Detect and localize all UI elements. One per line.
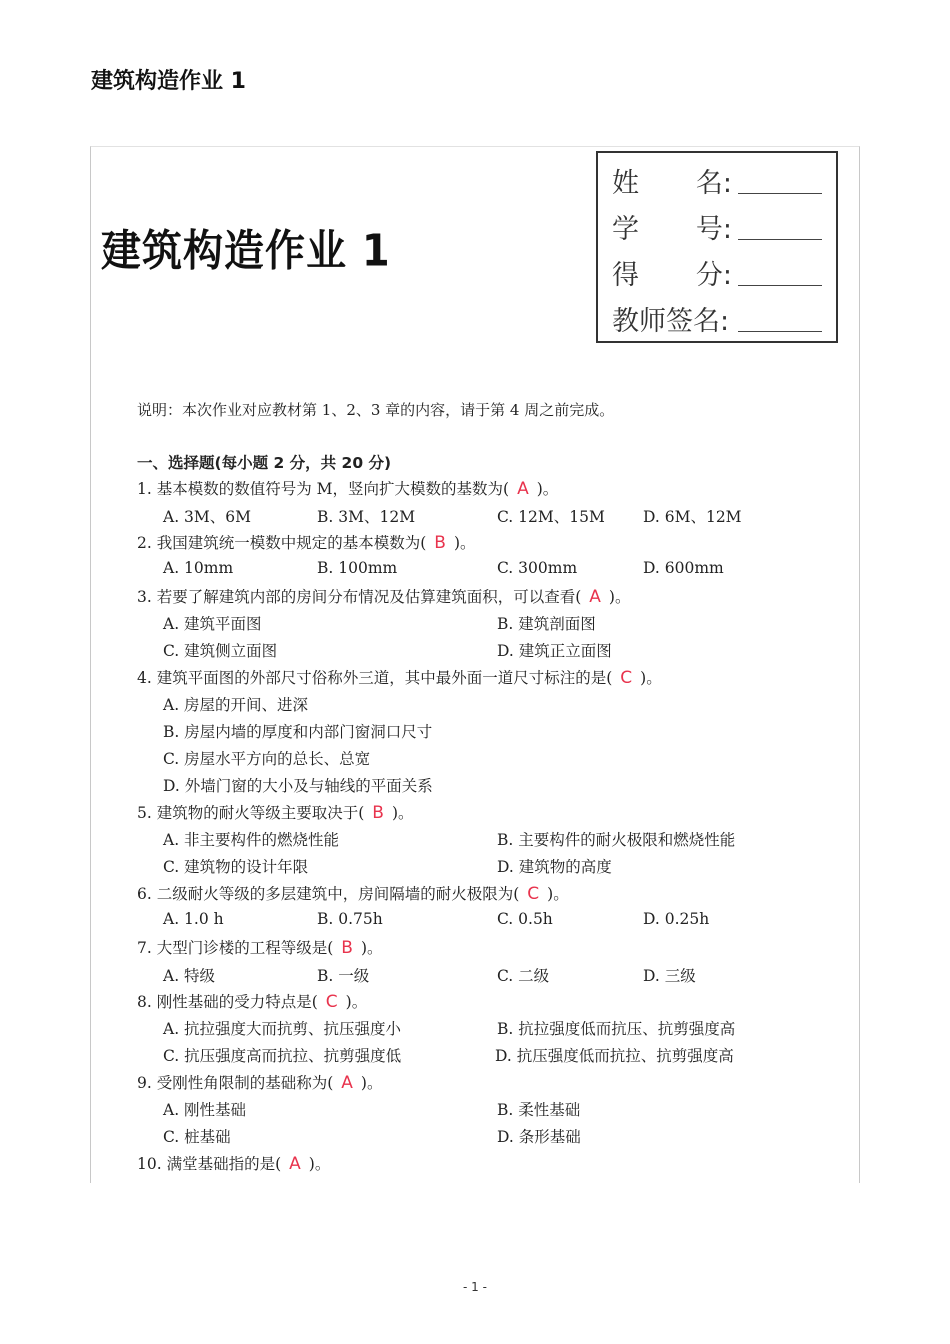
option: D. 建筑正立面图	[497, 642, 612, 660]
question-6	[137, 882, 569, 904]
question-text: 4. 建筑平面图的外部尺寸俗称外三道，其中最外面一道尺寸标注的是(	[137, 669, 613, 687]
option: D. 6M、12M	[643, 508, 742, 526]
option: A. 房屋的开间、进深	[163, 696, 309, 714]
option: B. 100mm	[317, 559, 398, 577]
scanned-worksheet	[90, 146, 860, 1183]
info-row-score	[598, 249, 836, 295]
option: B. 抗拉强度低而抗压、抗剪强度高	[497, 1020, 736, 1038]
option: D. 外墙门窗的大小及与轴线的平面关系	[163, 777, 433, 795]
question-1	[137, 477, 558, 499]
option: D. 0.25h	[643, 910, 710, 928]
option: A. 3M、6M	[163, 508, 252, 526]
question-2	[137, 531, 476, 553]
question-end: )。	[640, 669, 662, 687]
question-text: 2. 我国建筑统一模数中规定的基本模数为(	[137, 534, 427, 552]
section-title: 一、选择题(每小题 2 分，共 20 分)	[137, 454, 392, 472]
question-8	[137, 990, 367, 1012]
option: A. 非主要构件的燃烧性能	[163, 831, 340, 849]
answer-mark: A	[341, 1073, 353, 1093]
info-label-char: 名:	[695, 168, 732, 199]
question-text: 6. 二级耐火等级的多层建筑中，房间隔墙的耐火极限为(	[137, 885, 520, 903]
option: B. 一级	[317, 967, 370, 985]
id-blank[interactable]	[738, 239, 822, 240]
option: A. 10mm	[163, 559, 234, 577]
info-label-char: 分:	[695, 260, 732, 291]
score-blank[interactable]	[738, 285, 822, 286]
info-label-text: 教师签名:	[612, 306, 730, 337]
info-label-char: 得	[612, 260, 639, 291]
question-end: )。	[360, 939, 383, 957]
question-4	[137, 666, 662, 688]
info-label-char: 号:	[695, 214, 732, 245]
page-number: - 1 -	[463, 1280, 487, 1294]
question-7	[137, 936, 383, 958]
question-end: )。	[360, 1074, 383, 1092]
info-row-teacher	[598, 295, 836, 341]
option: A. 1.0 h	[163, 910, 224, 928]
question-text: 5. 建筑物的耐火等级主要取决于(	[137, 804, 365, 822]
option: C. 房屋水平方向的总长、总宽	[163, 750, 371, 768]
answer-mark: B	[434, 533, 446, 553]
question-text: 10. 满堂基础指的是(	[137, 1155, 282, 1173]
question-text: 3. 若要了解建筑内部的房间分布情况及估算建筑面积，可以查看(	[137, 588, 582, 606]
answer-mark: C	[620, 668, 633, 688]
option: D. 条形基础	[497, 1128, 581, 1146]
question-5	[137, 801, 414, 823]
answer-mark: A	[589, 587, 601, 607]
question-end: )。	[608, 588, 631, 606]
option: A. 特级	[163, 967, 216, 985]
question-end: )。	[453, 534, 476, 552]
question-text: 1. 基本模数的数值符号为 M，竖向扩大模数的基数为(	[137, 480, 510, 498]
option: C. 桩基础	[163, 1128, 231, 1146]
info-row-id	[598, 203, 836, 249]
option: A. 刚性基础	[163, 1101, 247, 1119]
option: B. 主要构件的耐火极限和燃烧性能	[497, 831, 736, 849]
option: C. 建筑物的设计年限	[163, 858, 309, 876]
option: D. 三级	[643, 967, 696, 985]
option: C. 300mm	[497, 559, 578, 577]
info-row-name	[598, 157, 836, 203]
answer-mark: C	[527, 884, 540, 904]
option: A. 建筑平面图	[163, 615, 262, 633]
option: D. 600mm	[643, 559, 724, 577]
question-end: )。	[391, 804, 414, 822]
info-label-char: 学	[612, 214, 639, 245]
answer-mark: A	[517, 479, 529, 499]
option: A. 抗拉强度大而抗剪、抗压强度小	[163, 1020, 402, 1038]
option: C. 0.5h	[497, 910, 553, 928]
question-text: 9. 受刚性角限制的基础称为(	[137, 1074, 334, 1092]
answer-mark: B	[372, 803, 384, 823]
teacher-signature-blank[interactable]	[738, 331, 822, 332]
option: C. 建筑侧立面图	[163, 642, 278, 660]
assignment-note: 说明：本次作业对应教材第 1、2、3 章的内容，请于第 4 周之前完成。	[137, 401, 615, 419]
worksheet-title: 建筑构造作业 1	[101, 226, 391, 277]
option: B. 建筑剖面图	[497, 615, 596, 633]
option: B. 3M、12M	[317, 508, 416, 526]
option: B. 0.75h	[317, 910, 383, 928]
question-9	[137, 1071, 382, 1093]
option: B. 房屋内墙的厚度和内部门窗洞口尺寸	[163, 723, 433, 741]
question-3	[137, 585, 630, 607]
answer-mark: B	[341, 938, 353, 958]
answer-mark: A	[289, 1154, 301, 1174]
question-text: 7. 大型门诊楼的工程等级是(	[137, 939, 334, 957]
info-label-char: 姓	[612, 168, 639, 199]
question-end: )。	[308, 1155, 331, 1173]
option: C. 二级	[497, 967, 550, 985]
question-end: )。	[345, 993, 368, 1011]
option: D. 建筑物的高度	[497, 858, 612, 876]
name-blank[interactable]	[738, 193, 822, 194]
option: B. 柔性基础	[497, 1101, 581, 1119]
question-text: 8. 刚性基础的受力特点是(	[137, 993, 318, 1011]
option: D. 抗压强度低而抗拉、抗剪强度高	[495, 1047, 734, 1065]
question-end: )。	[536, 480, 559, 498]
answer-mark: C	[325, 992, 338, 1012]
document-header: 建筑构造作业 1	[91, 69, 246, 94]
student-info-box	[596, 151, 838, 343]
question-end: )。	[547, 885, 569, 903]
option: C. 抗压强度高而抗拉、抗剪强度低	[163, 1047, 402, 1065]
option: C. 12M、15M	[497, 508, 605, 526]
question-10	[137, 1152, 330, 1174]
